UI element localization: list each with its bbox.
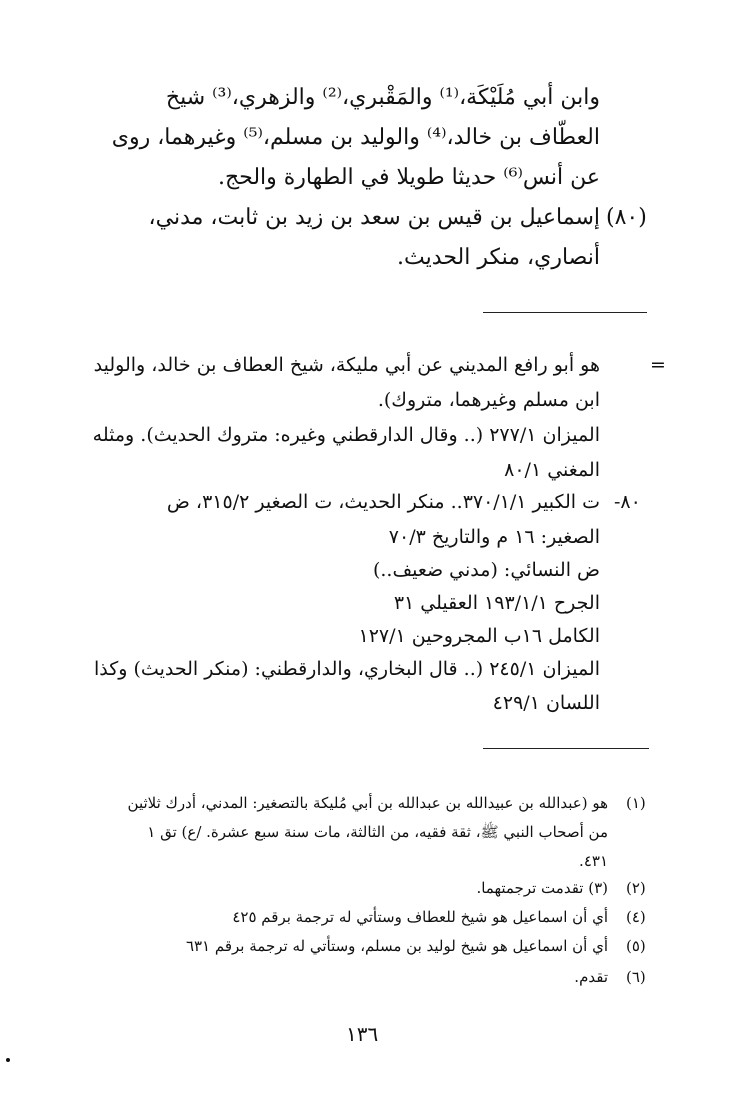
main-line-3: عن أنس⁽⁶⁾ حديثا طويلا في الطهارة والحج. <box>217 165 600 190</box>
footnote-number-1: (١) <box>626 794 646 812</box>
notes-entry-line-7: اللسان ٤٢٩/١ <box>492 692 600 714</box>
margin-dot <box>6 1058 10 1062</box>
footnote-2-line-1: (٣) تقدمت ترجمتهما. <box>476 879 608 897</box>
footnote-6-line-1: تقدم. <box>574 968 608 986</box>
footnote-1-line-1: هو (عبدالله بن عبيدالله بن عبدالله بن أبي مُليكة بالتصغير: المدني، أدرك ثلاثين <box>127 794 608 812</box>
entry-line-1: إسماعيل بن قيس بن سعد بن زيد بن ثابت، مدني، <box>148 205 600 230</box>
page-number: ١٣٦ <box>346 1022 379 1046</box>
entry-line-2: أنصاري، منكر الحديث. <box>397 245 600 270</box>
notes-line-2: ابن مسلم وغيرهما، متروك). <box>377 389 600 411</box>
separator-rule-1 <box>483 312 647 313</box>
notes-entry-line-6: الميزان ٢٤٥/١ (.. قال البخاري، والدارقطني: (منكر الحديث) وكذا <box>93 658 600 680</box>
main-line-2: العطّاف بن خالد،⁽⁴⁾ والوليد بن مسلم،⁽⁵⁾ وغيرهما، روى <box>111 125 600 150</box>
footnote-number-4: (٤) <box>626 908 646 926</box>
footnote-4-line-1: أي أن اسماعيل هو شيخ للعطاف وستأتي له ترجمة برقم ٤٢٥ <box>232 908 608 926</box>
notes-line-3: الميزان ٢٧٧/١ (.. وقال الدارقطني وغيره: متروك الحديث). ومثله <box>92 424 600 446</box>
footnote-number-2: (٢) <box>626 879 646 897</box>
main-line-1: وابن أبي مُلَيْكَة،⁽¹⁾ والمَقْبري،⁽²⁾ والزهري،⁽³⁾ شيخ <box>165 85 600 110</box>
footnote-number-5: (٥) <box>626 937 646 955</box>
footnote-1-line-2: من أصحاب النبي ﷺ، ثقة فقيه، من الثالثة، مات سنة سبع عشرة. /ع) تق ١ <box>147 823 608 841</box>
entry-number: (٨٠) <box>606 205 647 230</box>
notes-entry-line-2: الصغير: ١٦ م والتاريخ ٧٠/٣ <box>388 526 600 548</box>
footnote-1-line-3: .٤٣١ <box>579 852 608 870</box>
separator-rule-2 <box>483 748 649 749</box>
notes-line-1: هو أبو رافع المديني عن أبي مليكة، شيخ العطاف بن خالد، والوليد <box>93 354 600 376</box>
footnote-number-6: (٦) <box>626 968 646 986</box>
notes-entry-line-4: الجرح ١٩٣/١/١ العقيلي ٣١ <box>393 592 600 614</box>
notes-entry-number: -٨٠ <box>614 491 641 513</box>
notes-line-4: المغني ٨٠/١ <box>504 459 600 481</box>
continuation-mark: = <box>650 354 666 376</box>
notes-entry-line-1: ت الكبير ٣٧٠/١/١.. منكر الحديث، ت الصغير ٣١٥/٢، ض <box>166 491 600 513</box>
notes-entry-line-5: الكامل ١٦ب المجروحين ١٢٧/١ <box>358 625 600 647</box>
notes-entry-line-3: ض النسائي: (مدني ضعيف..) <box>372 559 600 581</box>
footnote-5-line-1: أي أن اسماعيل هو شيخ لوليد بن مسلم، وستأتي له ترجمة برقم ٦٣١ <box>185 937 608 955</box>
